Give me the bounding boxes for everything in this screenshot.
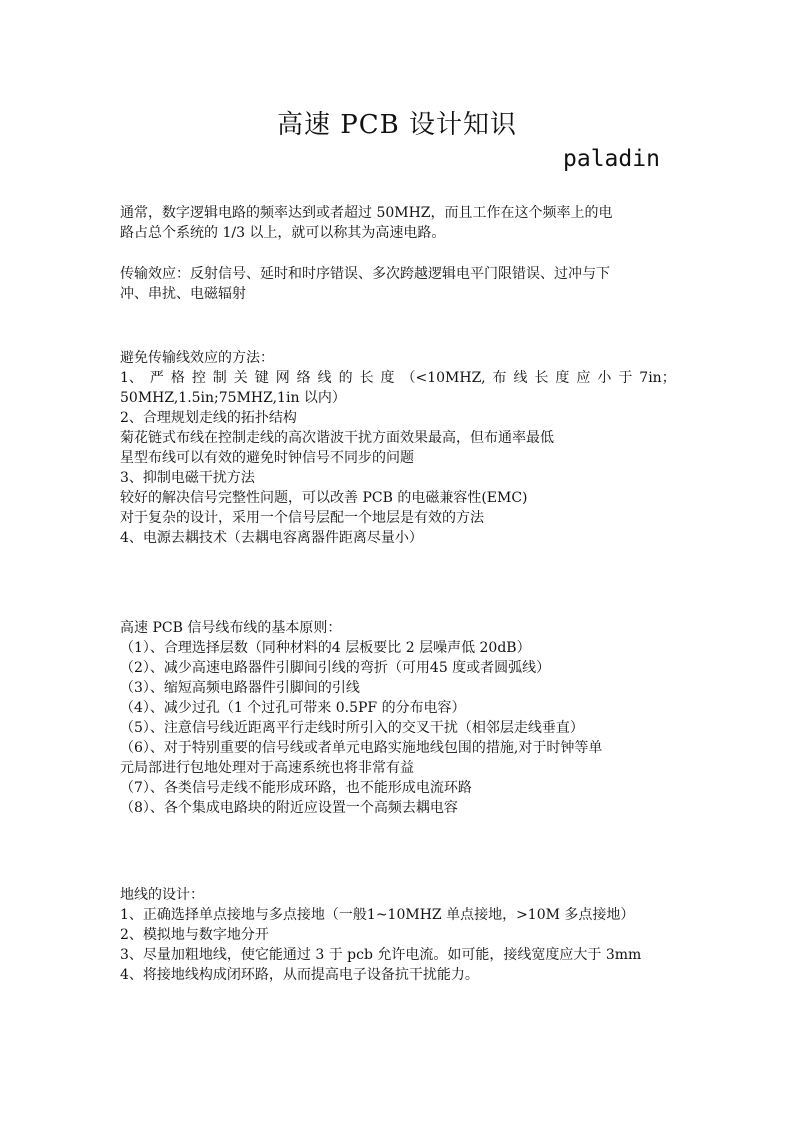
page-title: 高速 PCB 设计知识 — [276, 110, 518, 140]
text-fragment: 小 — [597, 370, 612, 386]
text-line: 2、合理规划走线的拓扑结构 — [120, 410, 297, 426]
text-fragment: 布 — [492, 370, 507, 386]
text-line: （3）、缩短高频电路器件引脚间的引线 — [120, 680, 360, 696]
text-line: 通常，数字逻辑电路的频率达到或者超过 50MHZ，而且工作在这个频率上的电 — [120, 205, 613, 221]
text-fragment: 络 — [296, 370, 311, 386]
text-line: 4、电源去耦技术（去耦电容离器件距离尽量小） — [120, 530, 423, 546]
text-line: 较好的解决信号完整性问题，可以改善 PCB 的电磁兼容性(EMC) — [120, 490, 528, 506]
text-fragment: 长 — [534, 370, 549, 386]
text-line: 50MHZ,1.5in;75MHZ,1in 以内） — [120, 390, 346, 406]
intro-paragraph — [120, 203, 680, 243]
effects-paragraph — [120, 264, 680, 304]
text-fragment: （<10MHZ, — [401, 370, 486, 386]
text-fragment: 键 — [254, 370, 269, 386]
text-line: 菊花链式布线在控制走线的高次谐波干扰方面效果最高，但布通率最低 — [120, 430, 554, 446]
text-line: 冲、串扰、电磁辐射 — [120, 286, 246, 302]
text-fragment: 7in； — [639, 370, 676, 386]
text-line: 传输效应：反射信号、延时和时序错误、多次跨越逻辑电平门限错误、过冲与下 — [120, 266, 610, 282]
section-heading: 避免传输线效应的方法： — [120, 350, 274, 366]
text-line: 星型布线可以有效的避免时钟信号不同步的问题 — [120, 450, 414, 466]
text-line: 1、正确选择单点接地与多点接地（一般1~10MHZ 单点接地，>10M 多点接地） — [120, 907, 635, 923]
text-line: （1）、合理选择层数（同种材料的4 层板要比 2 层噪声低 20dB） — [120, 640, 531, 656]
ground-section — [120, 885, 680, 985]
text-line: （8）、各个集成电路块的附近应设置一个高频去耦电容 — [120, 800, 458, 816]
text-line: （4）、减少过孔（1 个过孔可带来 0.5PF 的分布电容） — [120, 700, 466, 716]
text-fragment: 长 — [359, 370, 374, 386]
text-fragment: 度 — [380, 370, 395, 386]
avoid-section — [120, 348, 680, 548]
text-fragment: 的 — [338, 370, 353, 386]
text-fragment: 制 — [212, 370, 227, 386]
text-fragment: 格 — [170, 370, 185, 386]
text-fragment: 关 — [233, 370, 248, 386]
text-line: 对于复杂的设计，采用一个信号层配一个地层是有效的方法 — [120, 510, 484, 526]
text-line: 元局部进行包地处理对于高速系统也将非常有益 — [120, 760, 414, 776]
text-line: （7）、各类信号走线不能形成环路，也不能形成电流环路 — [120, 780, 472, 796]
text-line: （2）、减少高速电路器件引脚间引线的弯折（可用45 度或者圆弧线） — [120, 660, 551, 676]
text-line: （6）、对于特别重要的信号线或者单元电路实施地线包围的措施,对于时钟等单 — [120, 740, 603, 756]
text-fragment: 于 — [618, 370, 633, 386]
text-fragment: 严 — [149, 370, 164, 386]
text-line: （5）、注意信号线近距离平行走线时所引入的交叉干扰（相邻层走线垂直） — [120, 720, 584, 736]
text-line: 4、将接地线构成闭环路，从而提高电子设备抗干扰能力。 — [120, 967, 479, 983]
principles-section — [120, 618, 680, 818]
justified-text-line — [120, 368, 676, 388]
author-name: paladin — [563, 146, 660, 172]
text-fragment: 度 — [555, 370, 570, 386]
section-heading: 高速 PCB 信号线布线的基本原则： — [120, 620, 342, 636]
section-heading: 地线的设计： — [120, 887, 204, 903]
text-line: 路占总个系统的 1/3 以上，就可以称其为高速电路。 — [120, 225, 446, 241]
text-fragment: 线 — [513, 370, 528, 386]
text-fragment: 线 — [317, 370, 332, 386]
text-fragment: 1、 — [120, 370, 143, 386]
text-fragment: 控 — [191, 370, 206, 386]
text-line: 3、尽量加粗地线，使它能通过 3 于 pcb 允许电流。如可能，接线宽度应大于 3mm — [120, 947, 642, 963]
text-line: 3、抑制电磁干扰方法 — [120, 470, 255, 486]
text-line: 2、模拟地与数字地分开 — [120, 927, 269, 943]
text-fragment: 网 — [275, 370, 290, 386]
text-fragment: 应 — [576, 370, 591, 386]
